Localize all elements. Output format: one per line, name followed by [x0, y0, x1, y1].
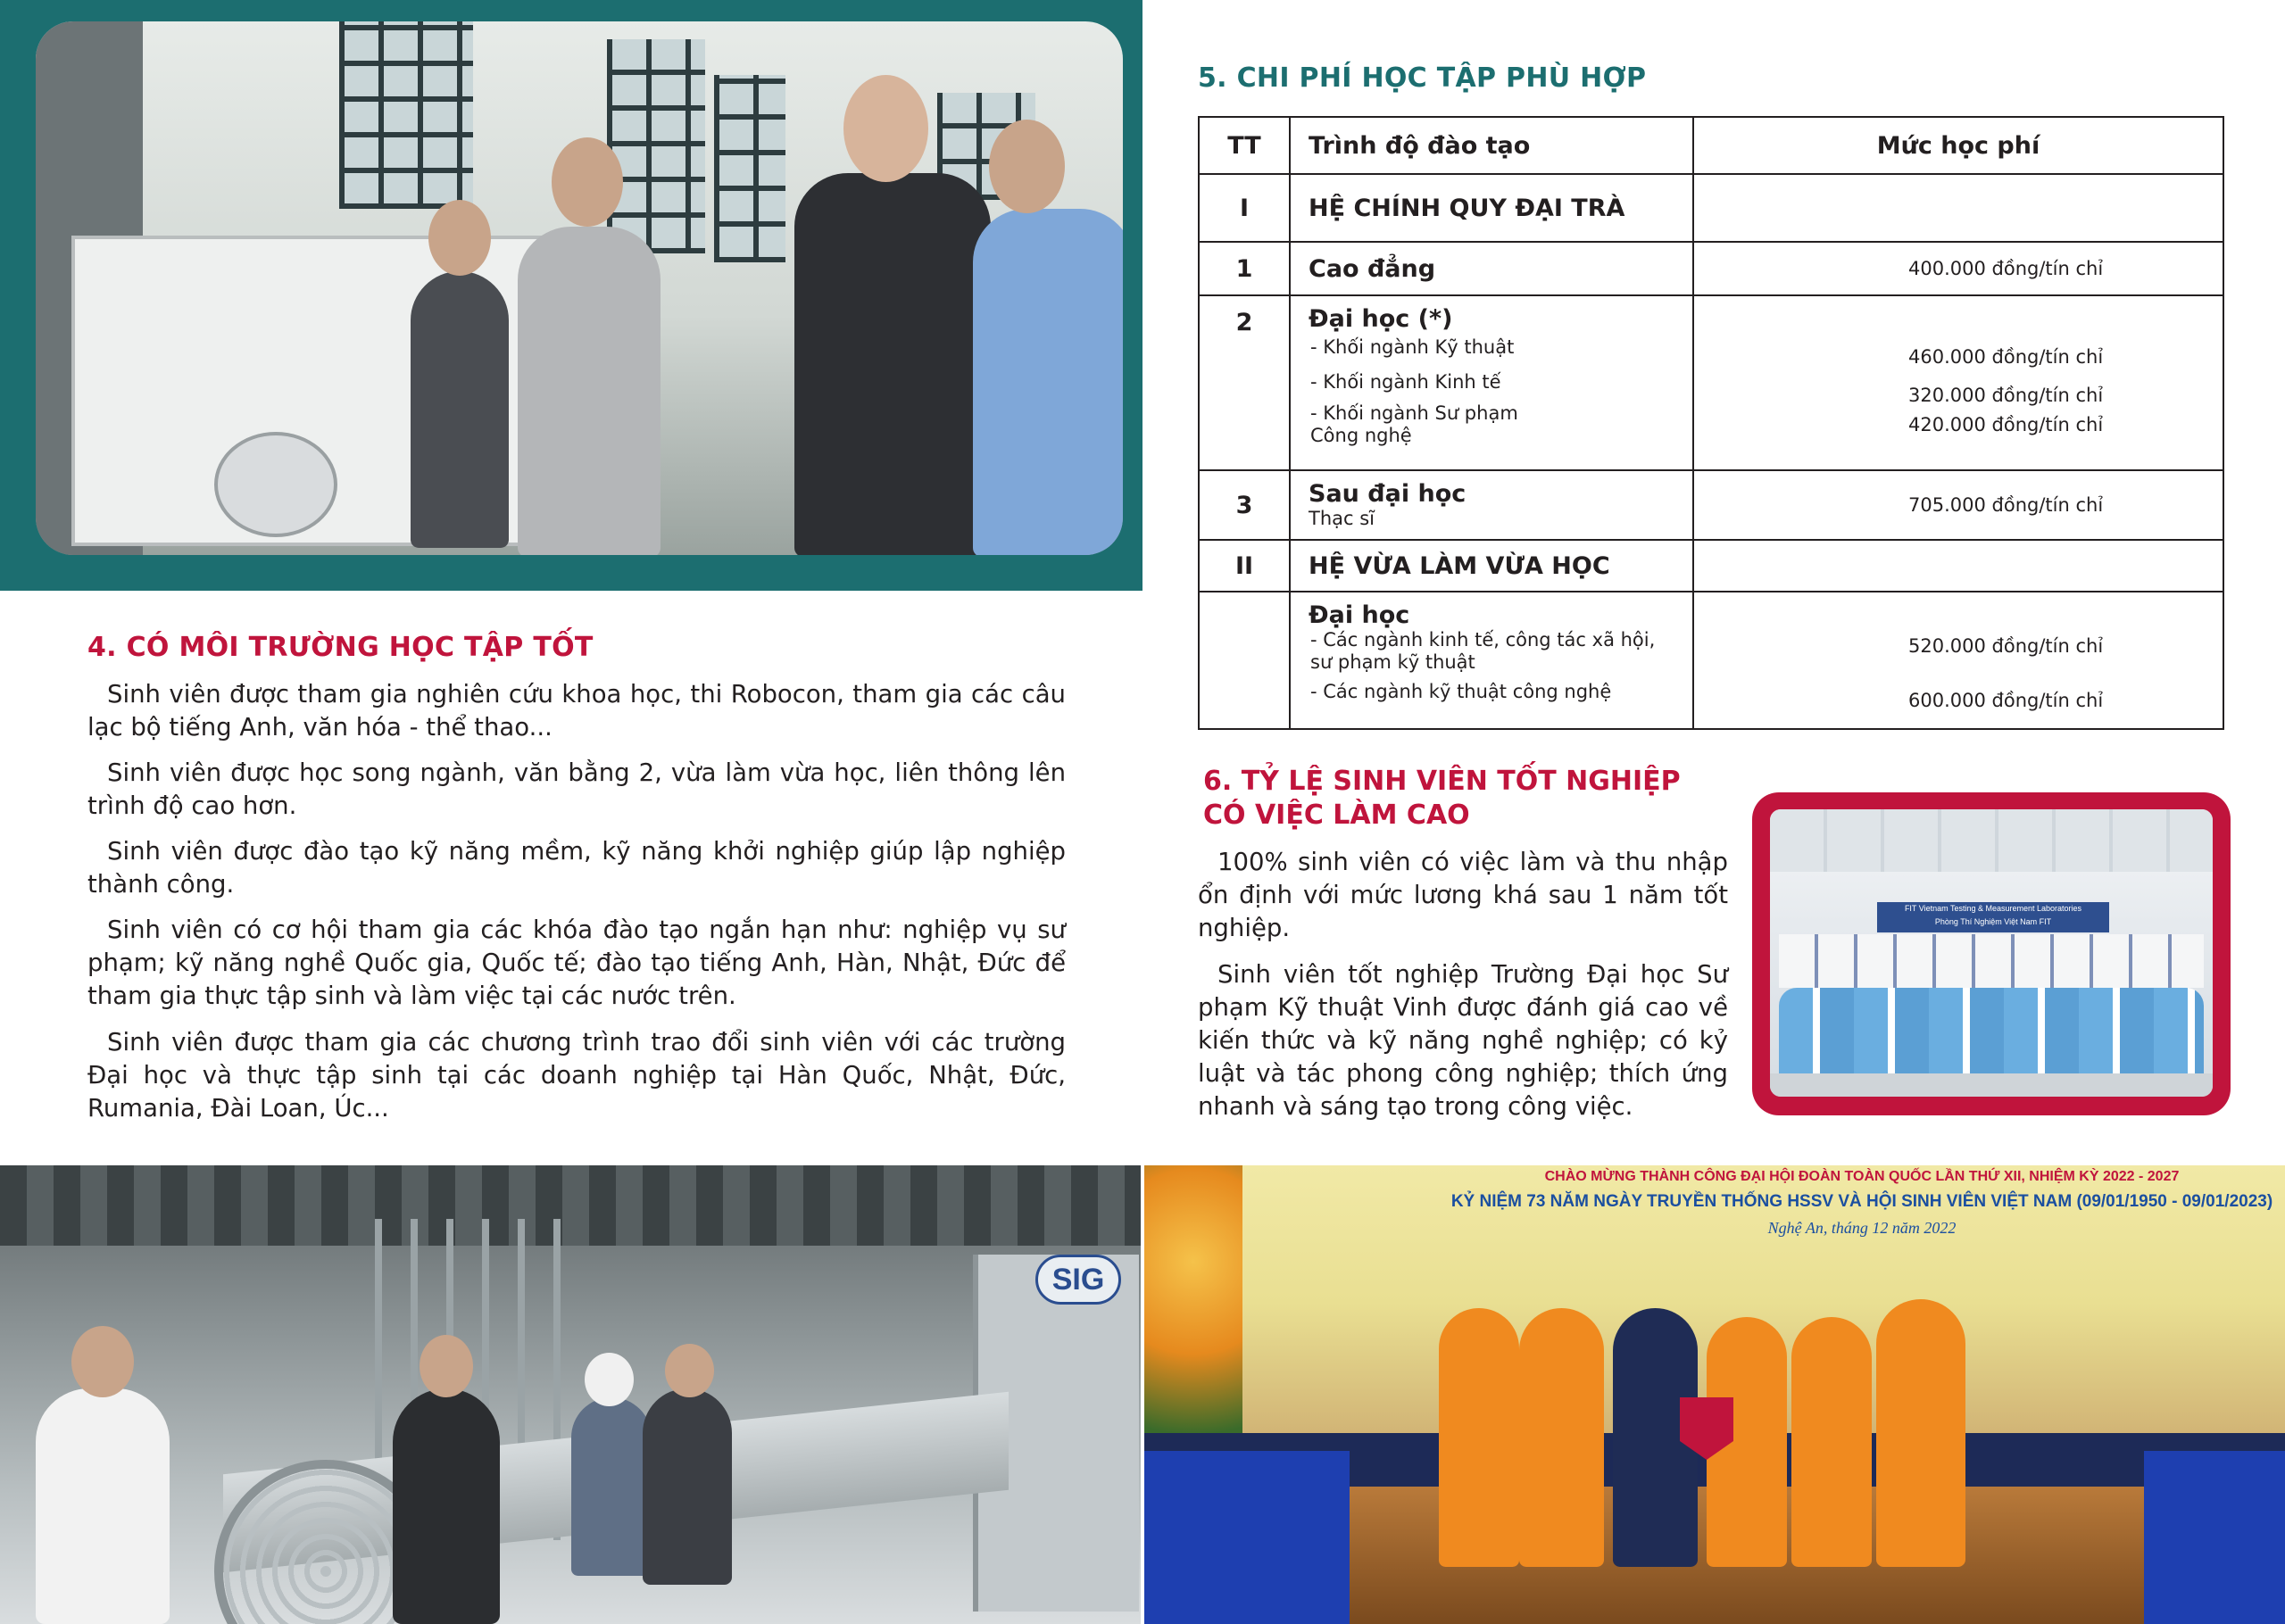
section-4-title: 4. CÓ MÔI TRƯỜNG HỌC TẬP TỐT	[87, 632, 594, 663]
row-tt: 1	[1199, 242, 1290, 295]
row-fee	[1693, 540, 2223, 592]
header-fee: Mức học phí	[1693, 117, 2223, 174]
fee-value: 520.000 đồng/tín chỉ	[1908, 635, 2104, 657]
row-tt: I	[1199, 174, 1290, 242]
award-ceremony-photo	[1144, 1165, 2285, 1624]
testing-lab-photo	[1770, 809, 2213, 1097]
section-6-title-line2: CÓ VIỆC LÀM CAO	[1203, 800, 1470, 831]
row-fee	[1693, 592, 2223, 729]
header-level: Trình độ đào tạo	[1290, 117, 1693, 174]
row-title: Sau đại học	[1309, 480, 1467, 508]
fee-value: 400.000 đồng/tín chỉ	[1908, 257, 2104, 279]
row-sub: - Khối ngành Kỹ thuật	[1310, 336, 1515, 358]
row-fee	[1693, 470, 2223, 540]
row-sub: Công nghệ	[1310, 425, 1412, 446]
table-row	[1199, 540, 2223, 592]
row-tt: 3	[1199, 470, 1290, 540]
section-6-title: 6. TỶ LỆ SINH VIÊN TỐT NGHIỆP	[1203, 766, 1681, 797]
factory-visit-photo	[0, 1165, 1141, 1624]
row-name: Cao đẳng	[1290, 242, 1693, 295]
row-name	[1290, 592, 1693, 729]
lab-banner	[1877, 902, 2109, 932]
row-sub: - Các ngành kỹ thuật công nghệ	[1310, 681, 1612, 702]
row-title: Đại học	[1309, 601, 1410, 629]
row-name	[1290, 295, 1693, 470]
row-tt	[1199, 592, 1290, 729]
section-4-paragraph: Sinh viên được đào tạo kỹ năng mềm, kỹ năng khởi nghiệp giúp lập nghiệp thành công.	[87, 837, 1066, 899]
section-4-paragraph: Sinh viên được tham gia nghiên cứu khoa học, thi Robocon, tham gia các câu lạc bộ tiếng Anh, văn hóa - thể thao...	[87, 680, 1066, 742]
row-sub: sư phạm kỹ thuật	[1310, 651, 1475, 673]
table-row	[1199, 295, 2223, 470]
row-fee	[1693, 295, 2223, 470]
fee-value: 320.000 đồng/tín chỉ	[1908, 385, 2104, 406]
event-banner-line1: CHÀO MỪNG THÀNH CÔNG ĐẠI HỘI ĐOÀN TOÀN QUỐC LẦN THỨ XII, NHIỆM KỲ 2022 - 2027	[1544, 1169, 2180, 1184]
section-4-paragraph: Sinh viên được tham gia các chương trình trao đổi sinh viên với các trường Đại học và thực tập sinh tại các doanh nghiệp tại Hàn Quốc, Nhật, Đức, Rumania, Đài Loan, Úc...	[87, 1028, 1066, 1123]
lab-banner-line2: Phòng Thí Nghiệm Việt Nam FIT	[1934, 917, 2052, 926]
row-tt: 2	[1199, 295, 1290, 470]
row-sub: - Các ngành kinh tế, công tác xã hội,	[1310, 629, 1656, 650]
row-sub: Thạc sĩ	[1309, 508, 1375, 529]
section-4-paragraph: Sinh viên được học song ngành, văn bằng 2, vừa làm vừa học, liên thông lên trình độ cao hơn.	[87, 758, 1066, 820]
table-row	[1199, 242, 2223, 295]
section-4-paragraph: Sinh viên có cơ hội tham gia các khóa đào tạo ngắn hạn như: nghiệp vụ sư phạm; kỹ năng nghề Quốc gia, Quốc tế; đào tạo tiếng Anh, Hàn, Nhật, Đức để tham gia thực tập sinh và làm việc tại các nước trên.	[87, 916, 1066, 1010]
table-header-row	[1199, 117, 2223, 174]
lab-banner-line1: FIT Vietnam Testing & Measurement Laboratories	[1904, 904, 2082, 913]
section-6-paragraph: Sinh viên tốt nghiệp Trường Đại học Sư phạm Kỹ thuật Vinh được đánh giá cao về kiến thức và kỹ năng nghề nghiệp; có kỷ luật và tác phong công nghiệp; thích ứng nhanh và sáng tạo trong công việc.	[1198, 960, 1728, 1121]
row-tt: II	[1199, 540, 1290, 592]
fee-value: 600.000 đồng/tín chỉ	[1908, 690, 2104, 711]
row-name: HỆ VỪA LÀM VỪA HỌC	[1290, 540, 1693, 592]
event-banner-line2: KỶ NIỆM 73 NĂM NGÀY TRUYỀN THỐNG HSSV VÀ HỘI SINH VIÊN VIỆT NAM (09/01/1950 - 09/01/2023)	[1450, 1192, 2273, 1211]
lab-visit-photo	[36, 21, 1123, 555]
table-row	[1199, 592, 2223, 729]
table-row	[1199, 174, 2223, 242]
row-title: Đại học (*)	[1309, 305, 1453, 333]
table-row	[1199, 470, 2223, 540]
row-name: HỆ CHÍNH QUY ĐẠI TRÀ	[1290, 174, 1693, 242]
sig-sign: SIG	[1035, 1255, 1121, 1305]
tuition-table	[1198, 116, 2224, 730]
row-fee	[1693, 242, 2223, 295]
event-banner-line3: Nghệ An, tháng 12 năm 2022	[1767, 1219, 1957, 1237]
fee-value: 420.000 đồng/tín chỉ	[1908, 414, 2104, 435]
row-fee	[1693, 174, 2223, 242]
row-name	[1290, 470, 1693, 540]
fee-value: 460.000 đồng/tín chỉ	[1908, 346, 2104, 368]
row-sub: - Khối ngành Kinh tế	[1310, 371, 1501, 393]
header-tt: TT	[1199, 117, 1290, 174]
fee-value: 705.000 đồng/tín chỉ	[1908, 493, 2104, 516]
section-5-title: 5. CHI PHÍ HỌC TẬP PHÙ HỢP	[1198, 62, 1647, 94]
row-sub: - Khối ngành Sư phạm	[1310, 402, 1518, 424]
event-banner	[1439, 1165, 2285, 1290]
section-6-paragraph: 100% sinh viên có việc làm và thu nhập ổn định với mức lương khá sau 1 năm tốt nghiệp.	[1198, 848, 1728, 942]
